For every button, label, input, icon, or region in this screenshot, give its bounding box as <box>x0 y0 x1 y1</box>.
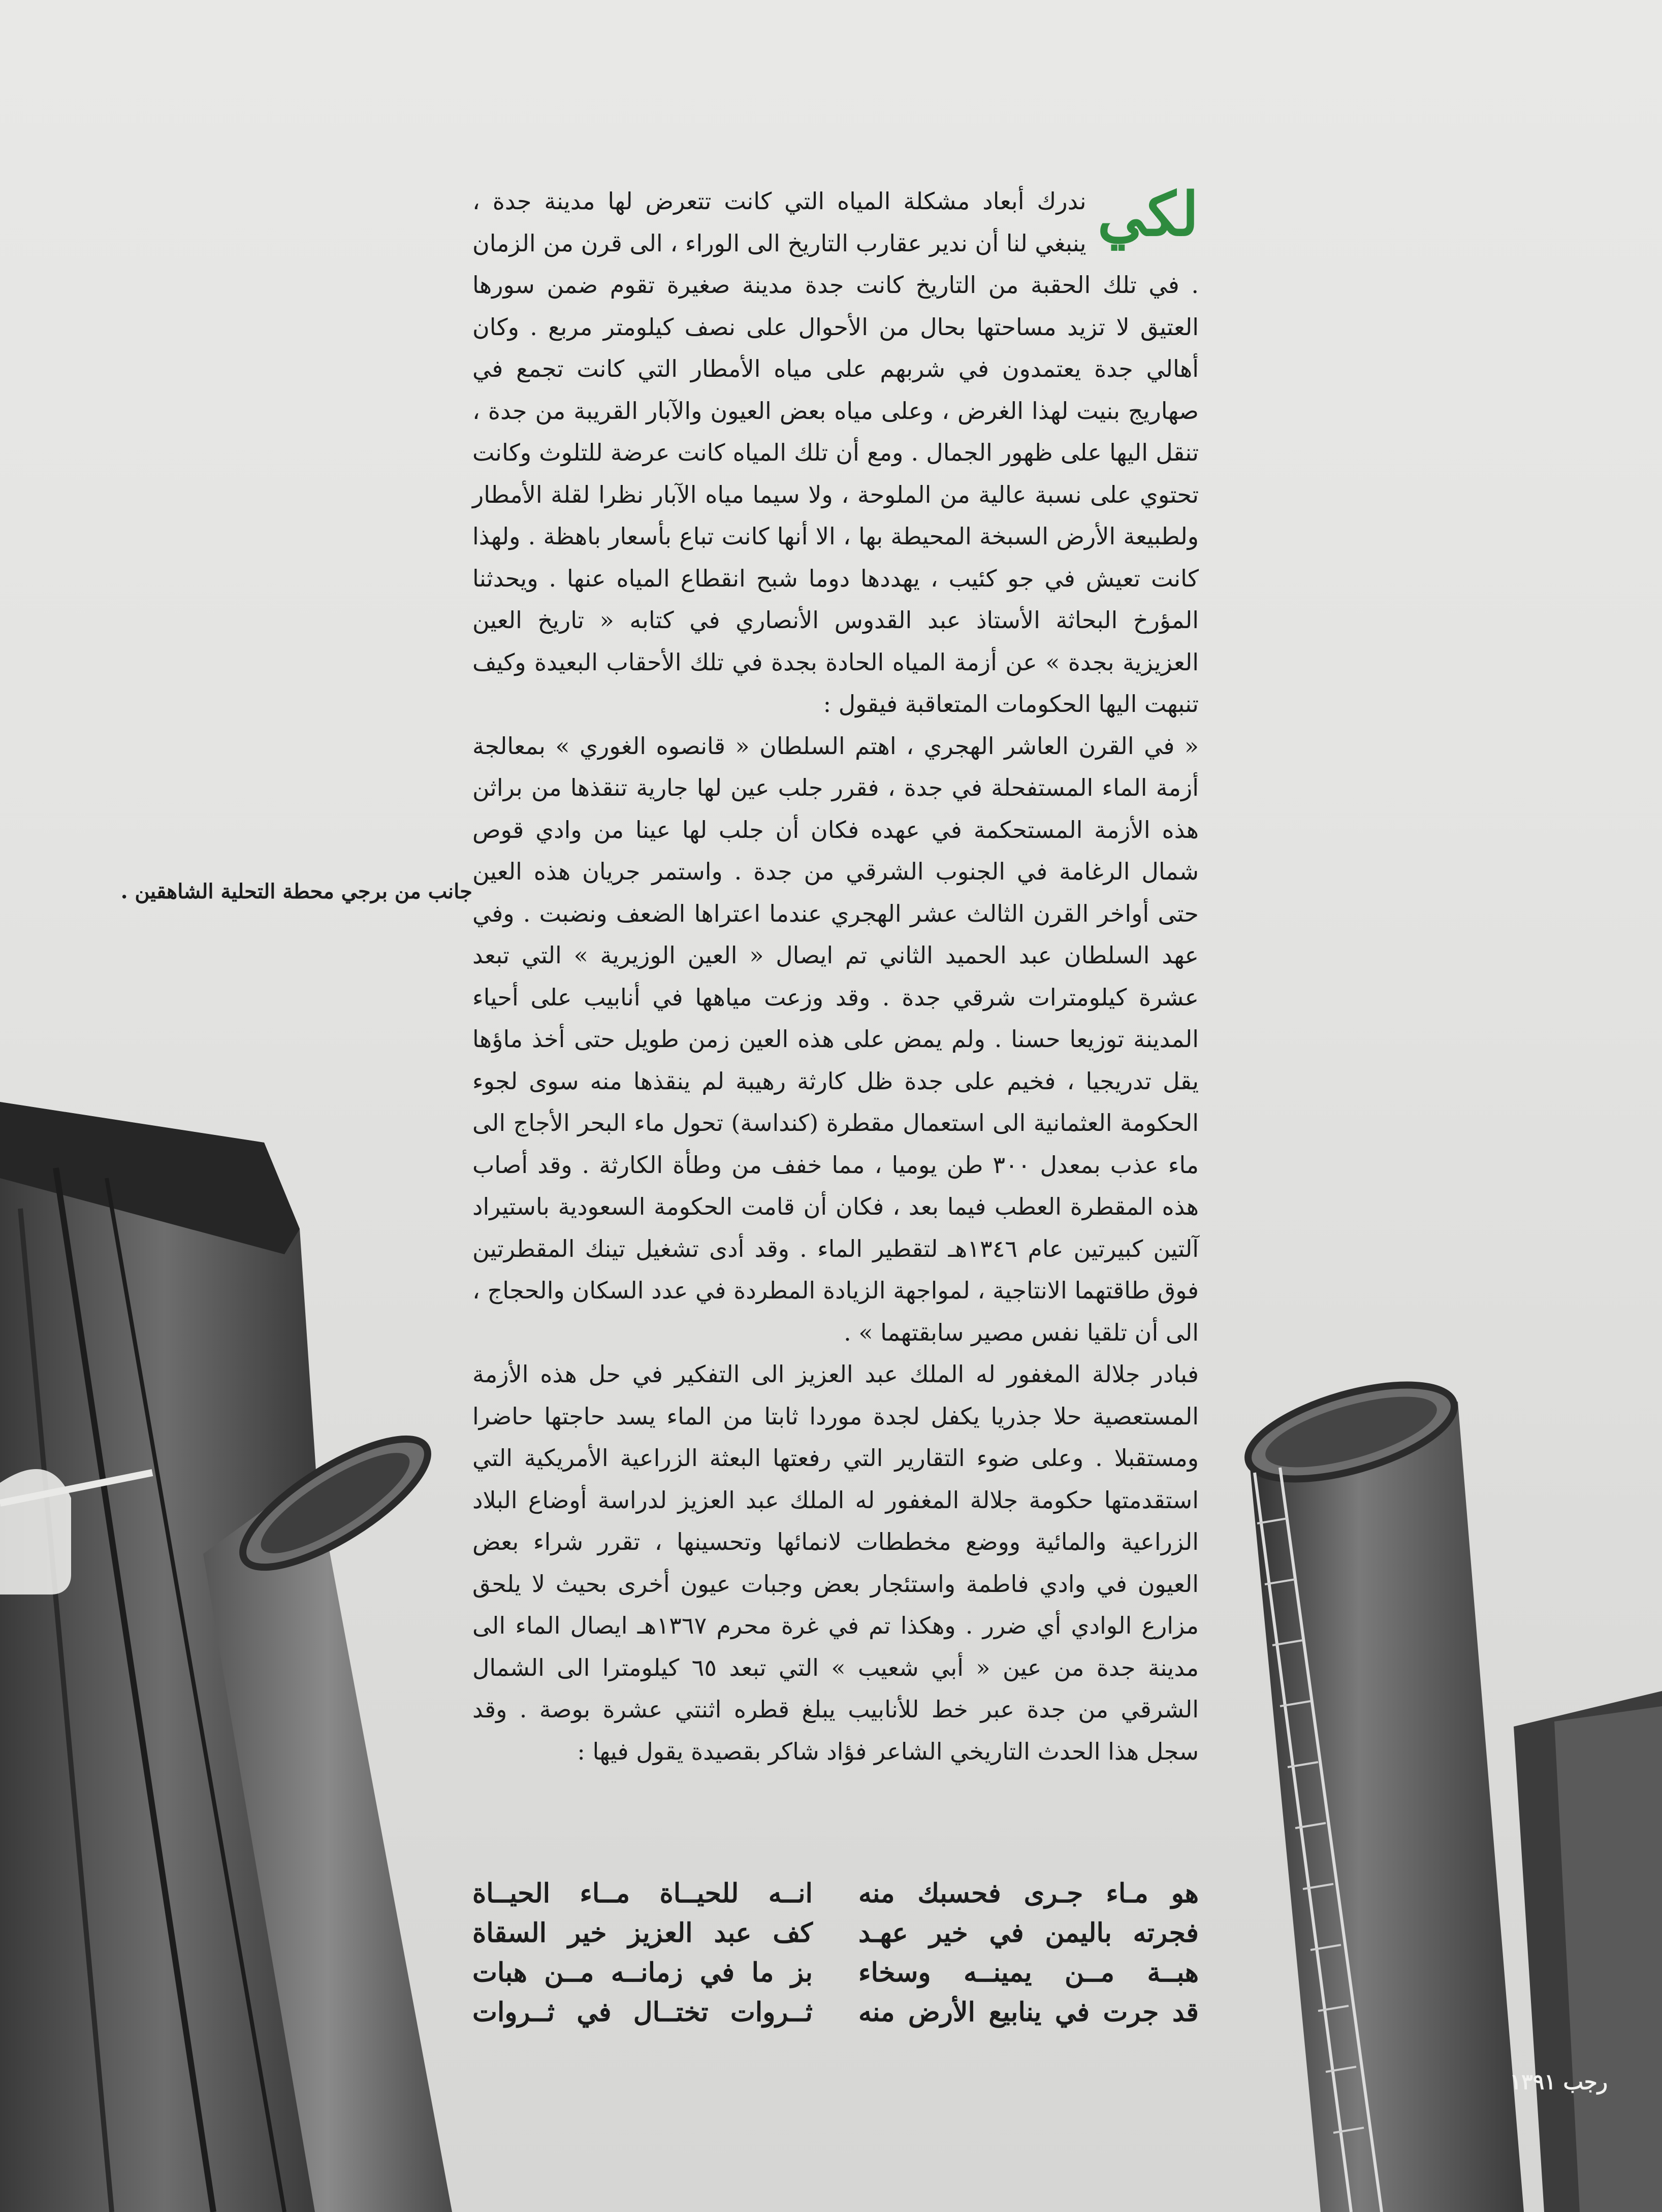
page-folio: رجب ١٣٩١ <box>1510 2069 1608 2094</box>
article-text <box>472 180 1199 1772</box>
poem-line: هو مـاء جـرى فحسبك منه <box>858 1878 1199 1909</box>
poem-line: بز ما في زمانــه مــن هبات <box>472 1957 813 1988</box>
paragraph-quote: « في القرن العاشر الهجري ، اهتم السلطان « قانصوه الغوري » بمعالجة أزمة الماء المستفحلة في جدة ، فقرر جلب عين لها جارية تنقذها من براثن هذه الأزمة المستحكمة في عهده فكان أن جلب لها عينا من وادي قوص شمال الرغامة في الجنوب الشرقي من جدة . واستمر جريان هذه العين حتى أواخر القرن الثالث عشر الهجري عندما اعتراها الضعف ونضبت . وفي عهد السلطان عبد الحميد الثاني تم ايصال « العين الوزيرية » التي تبعد عشرة كيلومترات شرقي جدة . وقد وزعت مياهها في أنابيب على أحياء المدينة توزيعا حسنا . ولم يمض على هذه العين زمن طويل حتى أخذ ماؤها يقل تدريجيا ، فخيم على جدة ظل كارثة رهيبة لم ينقذها منه سوى لجوء الحكومة العثمانية الى استعمال مقطرة (كنداسة) تحول ماء البحر الأجاج الى ماء عذب بمعدل ٣٠٠ طن يوميا ، مما خفف من وطأة الكارثة . وقد أصاب هذه المقطرة العطب فيما بعد ، فكان أن قامت الحكومة السعودية باستيراد آلتين كبيرتين عام ١٣٤٦هـ لتقطير الماء . وقد أدى تشغيل تينك المقطرتين فوق طاقتهما الانتاجية ، لمواجهة الزيادة المطردة في عدد السكان والحجاج ، الى أن تلقيا نفس مصير سابقتهما » . <box>472 732 1199 1346</box>
poem <box>472 1874 1199 2032</box>
poem-line: قد جرت في ينابيع الأرض منه <box>858 1997 1199 2028</box>
poem-line: هبــة مــن يمينــه وسخاء <box>858 1957 1199 1988</box>
photo-caption: جانب من برجي محطة التحلية الشاهقين . <box>120 880 472 903</box>
poem-line: ثــروات تختــال في ثــروات <box>472 1997 813 2028</box>
lead-word: لكي <box>1097 179 1199 249</box>
paragraph-intro: ندرك أبعاد مشكلة المياه التي كانت تتعرض لها مدينة جدة ، ينبغي لنا أن ندير عقارب التاريخ الى الوراء ، الى قرن من الزمان . في تلك الحقبة من التاريخ كانت جدة مدينة صغيرة تقوم ضمن سورها العتيق لا تزيد مساحتها بحال من الأحوال على نصف كيلومتر مربع . وكان أهالي جدة يعتمدون في شربهم على مياه الأمطار التي كانت تجمع في صهاريج بنيت لهذا الغرض ، وعلى مياه بعض العيون والآبار القريبة من جدة ، تنقل اليها على ظهور الجمال . ومع أن تلك المياه كانت عرضة للتلوث وكانت تحتوي على نسبة عالية من الملوحة ، ولا سيما مياه الآبار نظرا لقلة الأمطار ولطبيعة الأرض السبخة المحيطة بها ، الا أنها كانت تباع بأسعار باهظة . ولهذا كانت تعيش في جو كئيب ، يهددها دوما شبح انقطاع المياه عنها . ويحدثنا المؤرخ البحاثة الأستاذ عبد القدوس الأنصاري في كتابه « تاريخ العين العزيزية بجدة » عن أزمة المياه الحادة بجدة في تلك الأحقاب البعيدة وكيف تنبهت اليها الحكومات المتعاقبة فيقول : <box>472 187 1199 718</box>
right-building-edge <box>1514 1691 1662 2212</box>
paragraph-king-abdulaziz: فبادر جلالة المغفور له الملك عبد العزيز الى التفكير في حل هذه الأزمة المستعصية حلا جذريا يكفل لجدة موردا ثابتا من الماء يسد حاجتها حاضرا ومستقبلا . وعلى ضوء التقارير التي رفعتها البعثة الزراعية الأمريكية التي استقدمتها حكومة جلالة المغفور له الملك عبد العزيز لدراسة أوضاع البلاد الزراعية والمائية ووضع مخططات لانمائها وتحسينها ، تقرر شراء بعض العيون في وادي فاطمة واستئجار بعض وجبات عيون أخرى بحيث لا يلحق مزارع الوادي أي ضرر . وهكذا تم في غرة محرم ١٣٦٧هـ ايصال الماء الى مدينة جدة من عين « أبي شعيب » التي تبعد ٦٥ كيلومترا الى الشمال الشرقي من جدة عبر خط للأنابيب يبلغ قطره اثنتي عشرة بوصة . وقد سجل هذا الحدث التاريخي الشاعر فؤاد شاكر بقصيدة يقول فيها : <box>472 1360 1199 1765</box>
poem-line: كف عبد العزيز خير السقاة <box>472 1917 813 1948</box>
poem-line: فجرته باليمن في خير عهـد <box>858 1917 1199 1948</box>
poem-line: انــه للحيــاة مــاء الحيــاة <box>472 1878 813 1909</box>
